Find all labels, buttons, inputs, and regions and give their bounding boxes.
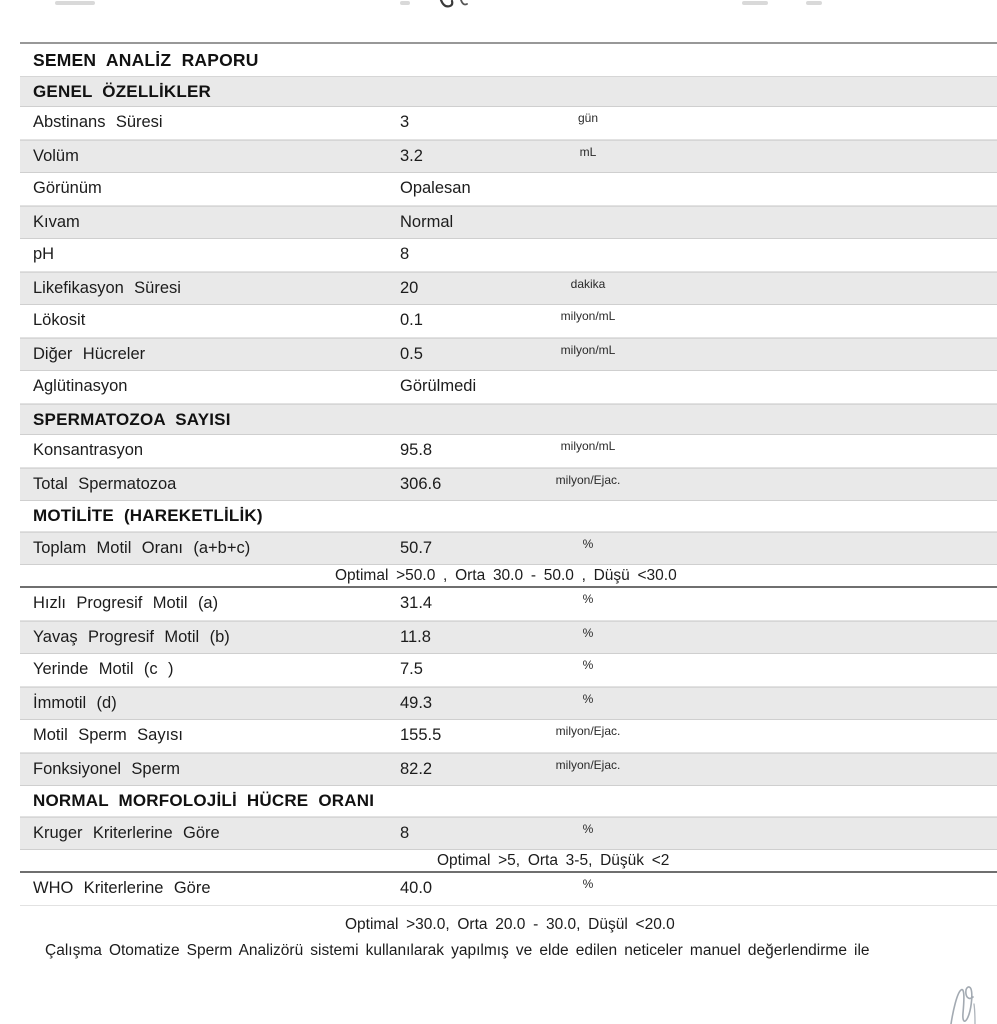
parameter-label: Hızlı Progresif Motil (a) xyxy=(33,594,219,612)
parameter-label: Abstinans Süresi xyxy=(33,113,163,131)
parameter-value: 3.2 xyxy=(400,147,423,165)
parameter-unit: % xyxy=(582,592,594,606)
parameter-unit: % xyxy=(582,822,594,836)
section-header-row xyxy=(20,501,997,532)
table-row xyxy=(20,107,997,140)
parameter-label: Total Spermatozoa xyxy=(33,475,177,493)
parameter-unit: % xyxy=(582,877,594,891)
parameter-value: 8 xyxy=(400,245,410,263)
section-header-label: NORMAL MORFOLOJİLİ HÜCRE ORANI xyxy=(33,791,375,810)
parameter-unit: gün xyxy=(577,111,599,125)
parameter-value: 11.8 xyxy=(400,628,431,646)
page-title: SEMEN ANALİZ RAPORU xyxy=(33,50,259,70)
parameter-label: Likefikasyon Süresi xyxy=(33,279,181,297)
optimal-range-note-row xyxy=(20,850,997,873)
parameter-unit: % xyxy=(582,658,594,672)
section-header-label: SPERMATOZOA SAYISI xyxy=(33,410,231,429)
parameter-unit: % xyxy=(582,537,594,551)
parameter-unit: mL xyxy=(579,145,597,159)
table-row xyxy=(20,305,997,338)
parameter-value: 49.3 xyxy=(400,694,433,712)
parameter-value: 0.1 xyxy=(400,311,423,329)
parameter-unit: milyon/mL xyxy=(560,309,616,323)
parameter-label: Yerinde Motil (c ) xyxy=(33,660,174,678)
parameter-label: Yavaş Progresif Motil (b) xyxy=(33,628,230,646)
table-row xyxy=(20,468,997,501)
text-fragment xyxy=(55,1,95,5)
footer-note-row xyxy=(20,939,997,965)
optimal-range-note-row xyxy=(20,914,997,937)
text-fragment-descender xyxy=(437,0,477,12)
table-row xyxy=(20,687,997,720)
table-row xyxy=(20,239,997,272)
table-row xyxy=(20,206,997,239)
footer-disclaimer: Çalışma Otomatize Sperm Analizörü sistemi kullanılarak yapılmış ve elde edilen neticeler manuel değerlendirme ile xyxy=(45,942,870,959)
parameter-label: Toplam Motil Oranı (a+b+c) xyxy=(33,539,251,557)
optimal-range-note-row xyxy=(20,565,997,588)
section-header-label: GENEL ÖZELLİKLER xyxy=(33,82,211,101)
top-cutoff-fragments xyxy=(0,0,997,12)
parameter-label: Lökosit xyxy=(33,311,86,329)
parameter-value: Görülmedi xyxy=(400,377,477,395)
section-header-row xyxy=(20,76,997,107)
parameter-label: Motil Sperm Sayısı xyxy=(33,726,184,744)
parameter-value: Normal xyxy=(400,213,454,231)
parameter-value: 82.2 xyxy=(400,760,433,778)
table-row xyxy=(20,621,997,654)
text-fragment xyxy=(806,1,822,5)
parameter-value: 3 xyxy=(400,113,410,131)
section-header-label: MOTİLİTE (HAREKETLİLİK) xyxy=(33,506,263,525)
parameter-label: Kruger Kriterlerine Göre xyxy=(33,824,220,842)
table-row xyxy=(20,338,997,371)
parameter-value: 50.7 xyxy=(400,539,433,557)
table-row xyxy=(20,435,997,468)
parameter-label: Aglütinasyon xyxy=(33,377,128,395)
parameter-unit: milyon/Ejac. xyxy=(555,473,621,487)
parameter-value: 306.6 xyxy=(400,475,442,493)
parameter-unit: % xyxy=(582,626,594,640)
parameter-value: Opalesan xyxy=(400,179,471,197)
text-fragment xyxy=(742,1,768,5)
table-row xyxy=(20,654,997,687)
parameter-unit: milyon/Ejac. xyxy=(555,724,621,738)
parameter-unit: milyon/Ejac. xyxy=(555,758,621,772)
table-row xyxy=(20,371,997,404)
parameter-value: 155.5 xyxy=(400,726,442,744)
parameter-label: Diğer Hücreler xyxy=(33,345,146,363)
parameter-unit: % xyxy=(582,692,594,706)
parameter-unit: milyon/mL xyxy=(560,343,616,357)
section-header-row xyxy=(20,404,997,435)
table-row xyxy=(20,532,997,565)
table-row xyxy=(20,817,997,850)
table-row xyxy=(20,272,997,305)
report-table xyxy=(20,42,997,965)
parameter-unit: dakika xyxy=(570,277,606,291)
optimal-range-note: Optimal >5, Orta 3-5, Düşük <2 xyxy=(437,852,670,869)
table-row xyxy=(20,720,997,753)
table-row xyxy=(20,588,997,621)
optimal-range-note: Optimal >50.0 , Orta 30.0 - 50.0 , Düşü <30.0 xyxy=(335,567,677,584)
optimal-range-note: Optimal >30.0, Orta 20.0 - 30.0, Düşül <20.0 xyxy=(345,916,675,933)
parameter-label: WHO Kriterlerine Göre xyxy=(33,879,211,897)
parameter-label: Kıvam xyxy=(33,213,80,231)
parameter-label: pH xyxy=(33,245,55,263)
parameter-label: Volüm xyxy=(33,147,79,165)
text-fragment xyxy=(400,1,410,5)
table-row xyxy=(20,173,997,206)
parameter-label: İmmotil (d) xyxy=(33,694,117,712)
parameter-label: Konsantrasyon xyxy=(33,441,144,459)
parameter-label: Görünüm xyxy=(33,179,102,197)
parameter-label: Fonksiyonel Sperm xyxy=(33,760,180,778)
section-header-row xyxy=(20,786,997,817)
parameter-value: 8 xyxy=(400,824,410,842)
parameter-unit: milyon/mL xyxy=(560,439,616,453)
parameter-value: 31.4 xyxy=(400,594,433,612)
parameter-value: 95.8 xyxy=(400,441,433,459)
parameter-value: 20 xyxy=(400,279,419,297)
table-row xyxy=(20,873,997,906)
table-row xyxy=(20,140,997,173)
signature-mark xyxy=(944,980,996,1024)
parameter-value: 40.0 xyxy=(400,879,433,897)
table-row xyxy=(20,753,997,786)
report-title-row xyxy=(20,42,997,76)
parameter-value: 0.5 xyxy=(400,345,423,363)
parameter-value: 7.5 xyxy=(400,660,423,678)
